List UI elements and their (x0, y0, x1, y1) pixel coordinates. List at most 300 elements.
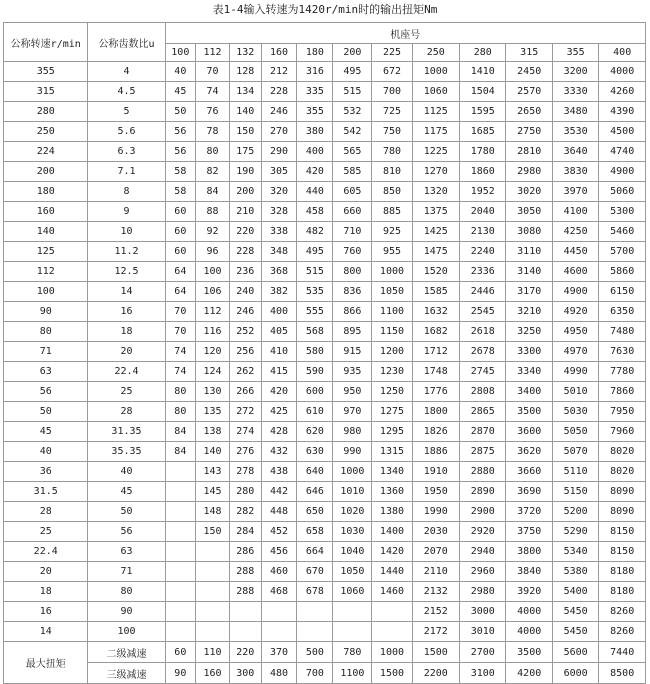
torque-cell: 428 (261, 422, 297, 442)
torque-cell: 8090 (599, 482, 646, 502)
ratio-cell: 6.3 (88, 142, 165, 162)
ratio-cell: 90 (88, 602, 165, 622)
torque-cell: 45 (165, 82, 196, 102)
ratio-cell: 8 (88, 182, 165, 202)
torque-cell (165, 462, 196, 482)
torque-cell: 338 (261, 222, 297, 242)
table-row (4, 242, 646, 262)
torque-cell: 438 (261, 462, 297, 482)
torque-cell: 3830 (552, 162, 598, 182)
torque-cell: 240 (229, 282, 261, 302)
torque-cell: 630 (297, 442, 333, 462)
speed-cell: 45 (4, 422, 88, 442)
torque-cell: 5450 (552, 622, 598, 642)
torque-cell: 5700 (599, 242, 646, 262)
max-torque-cell: 2200 (412, 663, 460, 684)
torque-cell: 220 (229, 222, 261, 242)
torque-cell: 1682 (412, 322, 460, 342)
torque-table (3, 22, 646, 684)
max-torque-row (4, 663, 646, 684)
ratio-cell: 12.5 (88, 262, 165, 282)
speed-cell: 250 (4, 122, 88, 142)
frame-header: 机座号 (165, 23, 645, 44)
torque-cell: 1050 (333, 562, 372, 582)
table-row (4, 462, 646, 482)
max-torque-cell: 8500 (599, 663, 646, 684)
torque-cell: 282 (229, 502, 261, 522)
torque-cell: 76 (196, 102, 230, 122)
torque-cell (165, 542, 196, 562)
speed-cell: 25 (4, 522, 88, 542)
torque-cell (196, 622, 230, 642)
table-row (4, 482, 646, 502)
torque-cell: 2980 (506, 162, 552, 182)
torque-cell: 3720 (506, 502, 552, 522)
torque-cell: 5340 (552, 542, 598, 562)
torque-cell: 725 (372, 102, 412, 122)
torque-cell: 1340 (372, 462, 412, 482)
max-torque-cell: 1100 (333, 663, 372, 684)
ratio-cell: 9 (88, 202, 165, 222)
torque-cell: 1780 (460, 142, 506, 162)
stage-cell: 二级减速 (88, 642, 165, 663)
torque-cell: 116 (196, 322, 230, 342)
torque-cell: 3620 (506, 442, 552, 462)
torque-cell: 950 (333, 382, 372, 402)
table-row (4, 222, 646, 242)
torque-cell: 495 (333, 62, 372, 82)
torque-cell: 2040 (460, 202, 506, 222)
torque-cell (165, 482, 196, 502)
torque-cell: 2336 (460, 262, 506, 282)
speed-cell: 50 (4, 402, 88, 422)
torque-cell: 92 (196, 222, 230, 242)
torque-cell: 8150 (599, 522, 646, 542)
torque-cell: 5050 (552, 422, 598, 442)
torque-cell: 60 (165, 202, 196, 222)
max-torque-cell: 3100 (460, 663, 506, 684)
torque-cell: 3600 (506, 422, 552, 442)
torque-cell: 664 (297, 542, 333, 562)
torque-cell: 1800 (412, 402, 460, 422)
max-torque-cell: 700 (297, 663, 333, 684)
torque-cell: 140 (196, 442, 230, 462)
speed-cell: 80 (4, 322, 88, 342)
speed-cell: 160 (4, 202, 88, 222)
torque-cell: 620 (297, 422, 333, 442)
table-row (4, 562, 646, 582)
torque-cell: 448 (261, 502, 297, 522)
torque-cell: 3000 (460, 602, 506, 622)
torque-cell (372, 602, 412, 622)
torque-cell: 3010 (460, 622, 506, 642)
speed-cell: 180 (4, 182, 88, 202)
ratio-cell: 7.1 (88, 162, 165, 182)
torque-cell (165, 582, 196, 602)
torque-cell: 3110 (506, 242, 552, 262)
torque-cell: 2678 (460, 342, 506, 362)
torque-cell: 316 (297, 62, 333, 82)
torque-cell: 800 (333, 262, 372, 282)
torque-cell: 535 (297, 282, 333, 302)
torque-cell: 750 (372, 122, 412, 142)
max-torque-cell: 2700 (460, 642, 506, 663)
table-row (4, 402, 646, 422)
speed-cell: 90 (4, 302, 88, 322)
torque-cell: 3840 (506, 562, 552, 582)
torque-cell: 672 (372, 62, 412, 82)
torque-cell: 1040 (333, 542, 372, 562)
max-torque-label: 最大扭矩 (4, 642, 88, 684)
torque-cell: 143 (196, 462, 230, 482)
max-torque-cell: 5600 (552, 642, 598, 663)
table-row (4, 302, 646, 322)
table-row (4, 622, 646, 642)
torque-cell: 190 (229, 162, 261, 182)
speed-header: 公称转速r/min (4, 23, 88, 62)
torque-cell: 990 (333, 442, 372, 462)
speed-cell: 200 (4, 162, 88, 182)
speed-cell: 100 (4, 282, 88, 302)
table-row (4, 582, 646, 602)
torque-cell: 1060 (333, 582, 372, 602)
torque-cell: 1030 (333, 522, 372, 542)
torque-cell: 6350 (599, 302, 646, 322)
ratio-cell: 45 (88, 482, 165, 502)
torque-cell: 452 (261, 522, 297, 542)
torque-cell: 1270 (412, 162, 460, 182)
torque-cell: 1150 (372, 322, 412, 342)
torque-cell: 4950 (552, 322, 598, 342)
torque-cell (196, 582, 230, 602)
torque-cell: 2446 (460, 282, 506, 302)
speed-cell: 36 (4, 462, 88, 482)
torque-cell: 150 (196, 522, 230, 542)
torque-cell: 8260 (599, 622, 646, 642)
torque-cell: 290 (261, 142, 297, 162)
torque-cell: 532 (333, 102, 372, 122)
torque-cell: 284 (229, 522, 261, 542)
torque-cell: 4990 (552, 362, 598, 382)
speed-cell: 40 (4, 442, 88, 462)
ratio-header: 公称齿数比u (88, 23, 165, 62)
torque-cell: 1000 (333, 462, 372, 482)
max-torque-cell: 780 (333, 642, 372, 663)
speed-cell: 224 (4, 142, 88, 162)
torque-cell: 64 (165, 282, 196, 302)
torque-cell: 100 (196, 262, 230, 282)
torque-cell: 400 (297, 142, 333, 162)
table-row (4, 382, 646, 402)
torque-cell: 1826 (412, 422, 460, 442)
torque-cell: 4740 (599, 142, 646, 162)
torque-cell: 458 (297, 202, 333, 222)
torque-cell: 1632 (412, 302, 460, 322)
torque-cell: 134 (229, 82, 261, 102)
torque-cell: 866 (333, 302, 372, 322)
torque-cell: 3080 (506, 222, 552, 242)
speed-cell: 18 (4, 582, 88, 602)
torque-cell: 4000 (599, 62, 646, 82)
torque-cell: 2865 (460, 402, 506, 422)
torque-cell (196, 542, 230, 562)
table-row (4, 282, 646, 302)
torque-cell: 4450 (552, 242, 598, 262)
torque-cell: 1440 (372, 562, 412, 582)
torque-cell: 175 (229, 142, 261, 162)
torque-cell: 228 (229, 242, 261, 262)
torque-cell: 1990 (412, 502, 460, 522)
max-torque-cell: 4200 (506, 663, 552, 684)
speed-cell: 355 (4, 62, 88, 82)
torque-cell: 640 (297, 462, 333, 482)
ratio-cell: 25 (88, 382, 165, 402)
torque-cell: 5110 (552, 462, 598, 482)
torque-cell: 80 (196, 142, 230, 162)
torque-cell: 8090 (599, 502, 646, 522)
torque-cell: 670 (297, 562, 333, 582)
max-torque-cell: 3500 (506, 642, 552, 663)
torque-cell: 320 (261, 182, 297, 202)
torque-cell: 5450 (552, 602, 598, 622)
torque-cell: 1425 (412, 222, 460, 242)
torque-cell: 3020 (506, 182, 552, 202)
torque-cell: 1000 (412, 62, 460, 82)
ratio-cell: 100 (88, 622, 165, 642)
max-torque-cell: 6000 (552, 663, 598, 684)
table-row (4, 522, 646, 542)
torque-cell: 368 (261, 262, 297, 282)
torque-cell: 1100 (372, 302, 412, 322)
frame-number-cell: 100 (165, 44, 196, 62)
torque-cell: 58 (165, 182, 196, 202)
torque-cell: 1000 (372, 262, 412, 282)
frame-number-cell: 200 (333, 44, 372, 62)
torque-cell: 850 (372, 182, 412, 202)
torque-cell: 5380 (552, 562, 598, 582)
torque-cell: 7860 (599, 382, 646, 402)
torque-cell: 482 (297, 222, 333, 242)
torque-cell: 2650 (506, 102, 552, 122)
torque-cell (261, 602, 297, 622)
torque-cell: 542 (333, 122, 372, 142)
ratio-cell: 20 (88, 342, 165, 362)
torque-cell: 780 (372, 142, 412, 162)
torque-cell: 8150 (599, 542, 646, 562)
torque-cell: 135 (196, 402, 230, 422)
torque-cell: 270 (261, 122, 297, 142)
torque-cell: 405 (261, 322, 297, 342)
torque-cell: 2570 (506, 82, 552, 102)
torque-cell: 2110 (412, 562, 460, 582)
torque-cell: 288 (229, 582, 261, 602)
torque-cell: 262 (229, 362, 261, 382)
torque-cell: 4100 (552, 202, 598, 222)
torque-cell: 760 (333, 242, 372, 262)
torque-cell: 2920 (460, 522, 506, 542)
torque-cell: 2745 (460, 362, 506, 382)
torque-cell: 515 (297, 262, 333, 282)
speed-cell: 56 (4, 382, 88, 402)
torque-cell: 605 (333, 182, 372, 202)
torque-cell: 1010 (333, 482, 372, 502)
torque-cell: 145 (196, 482, 230, 502)
torque-cell: 4000 (506, 622, 552, 642)
torque-cell: 700 (372, 82, 412, 102)
torque-cell: 82 (196, 162, 230, 182)
torque-cell: 1860 (460, 162, 506, 182)
torque-cell: 1225 (412, 142, 460, 162)
table-row (4, 202, 646, 222)
speed-cell: 14 (4, 622, 88, 642)
torque-cell: 288 (229, 562, 261, 582)
torque-cell: 60 (165, 222, 196, 242)
ratio-cell: 14 (88, 282, 165, 302)
torque-cell: 410 (261, 342, 297, 362)
torque-cell (261, 622, 297, 642)
torque-cell: 8020 (599, 462, 646, 482)
torque-cell: 1380 (372, 502, 412, 522)
max-torque-cell: 220 (229, 642, 261, 663)
table-row (4, 262, 646, 282)
torque-cell: 212 (261, 62, 297, 82)
speed-cell: 125 (4, 242, 88, 262)
torque-cell: 2980 (460, 582, 506, 602)
torque-cell: 4900 (552, 282, 598, 302)
torque-cell: 200 (229, 182, 261, 202)
torque-cell: 7480 (599, 322, 646, 342)
torque-cell: 50 (165, 102, 196, 122)
ratio-cell: 22.4 (88, 362, 165, 382)
torque-cell: 4390 (599, 102, 646, 122)
torque-cell: 1748 (412, 362, 460, 382)
torque-cell: 5460 (599, 222, 646, 242)
torque-cell: 60 (165, 242, 196, 262)
torque-cell: 456 (261, 542, 297, 562)
torque-cell: 3500 (506, 402, 552, 422)
torque-cell: 1475 (412, 242, 460, 262)
speed-cell: 280 (4, 102, 88, 122)
torque-cell: 2030 (412, 522, 460, 542)
torque-cell: 246 (261, 102, 297, 122)
torque-cell: 3250 (506, 322, 552, 342)
torque-cell: 2130 (460, 222, 506, 242)
ratio-cell: 71 (88, 562, 165, 582)
speed-cell: 16 (4, 602, 88, 622)
torque-cell: 810 (372, 162, 412, 182)
torque-cell (297, 622, 333, 642)
torque-cell: 96 (196, 242, 230, 262)
torque-cell: 468 (261, 582, 297, 602)
max-torque-cell: 110 (196, 642, 230, 663)
torque-cell: 2750 (506, 122, 552, 142)
frame-number-cell: 280 (460, 44, 506, 62)
torque-cell: 328 (261, 202, 297, 222)
torque-cell (165, 522, 196, 542)
table-row (4, 162, 646, 182)
torque-cell: 425 (261, 402, 297, 422)
torque-cell: 1020 (333, 502, 372, 522)
torque-cell: 1712 (412, 342, 460, 362)
torque-cell: 1776 (412, 382, 460, 402)
torque-cell: 380 (297, 122, 333, 142)
torque-cell: 1200 (372, 342, 412, 362)
torque-cell: 420 (261, 382, 297, 402)
torque-cell: 228 (261, 82, 297, 102)
torque-cell: 140 (229, 102, 261, 122)
torque-cell: 8020 (599, 442, 646, 462)
max-torque-cell: 1000 (372, 642, 412, 663)
torque-cell: 305 (261, 162, 297, 182)
torque-cell: 112 (196, 302, 230, 322)
torque-cell: 246 (229, 302, 261, 322)
torque-cell: 6150 (599, 282, 646, 302)
frame-number-cell: 355 (552, 44, 598, 62)
torque-cell: 1410 (460, 62, 506, 82)
torque-cell: 600 (297, 382, 333, 402)
torque-cell: 1400 (372, 522, 412, 542)
torque-cell: 515 (333, 82, 372, 102)
torque-cell: 8180 (599, 562, 646, 582)
max-torque-cell: 160 (196, 663, 230, 684)
ratio-cell: 56 (88, 522, 165, 542)
torque-cell: 5860 (599, 262, 646, 282)
table-row (4, 602, 646, 622)
torque-cell: 56 (165, 122, 196, 142)
max-torque-cell: 60 (165, 642, 196, 663)
max-torque-cell: 480 (261, 663, 297, 684)
torque-cell: 74 (165, 362, 196, 382)
torque-cell: 1060 (412, 82, 460, 102)
speed-cell: 112 (4, 262, 88, 282)
torque-cell: 432 (261, 442, 297, 462)
torque-cell: 74 (165, 342, 196, 362)
torque-cell: 2870 (460, 422, 506, 442)
speed-cell: 31.5 (4, 482, 88, 502)
torque-cell: 3920 (506, 582, 552, 602)
torque-cell: 4250 (552, 222, 598, 242)
torque-cell: 5400 (552, 582, 598, 602)
table-row (4, 342, 646, 362)
stage-cell: 三级减速 (88, 663, 165, 684)
torque-cell: 286 (229, 542, 261, 562)
ratio-cell: 28 (88, 402, 165, 422)
torque-cell: 2172 (412, 622, 460, 642)
torque-cell: 442 (261, 482, 297, 502)
ratio-cell: 63 (88, 542, 165, 562)
torque-cell: 3300 (506, 342, 552, 362)
torque-cell: 58 (165, 162, 196, 182)
torque-cell: 2940 (460, 542, 506, 562)
torque-cell: 7780 (599, 362, 646, 382)
torque-cell: 1375 (412, 202, 460, 222)
speed-cell: 315 (4, 82, 88, 102)
torque-cell: 2545 (460, 302, 506, 322)
table-row (4, 362, 646, 382)
torque-cell: 1315 (372, 442, 412, 462)
torque-cell: 678 (297, 582, 333, 602)
ratio-cell: 4 (88, 62, 165, 82)
torque-cell: 3640 (552, 142, 598, 162)
torque-cell: 1504 (460, 82, 506, 102)
torque-cell: 5200 (552, 502, 598, 522)
torque-cell: 1320 (412, 182, 460, 202)
torque-cell (165, 622, 196, 642)
torque-cell (165, 502, 196, 522)
torque-cell (297, 602, 333, 622)
frame-number-cell: 250 (412, 44, 460, 62)
torque-cell: 2450 (506, 62, 552, 82)
